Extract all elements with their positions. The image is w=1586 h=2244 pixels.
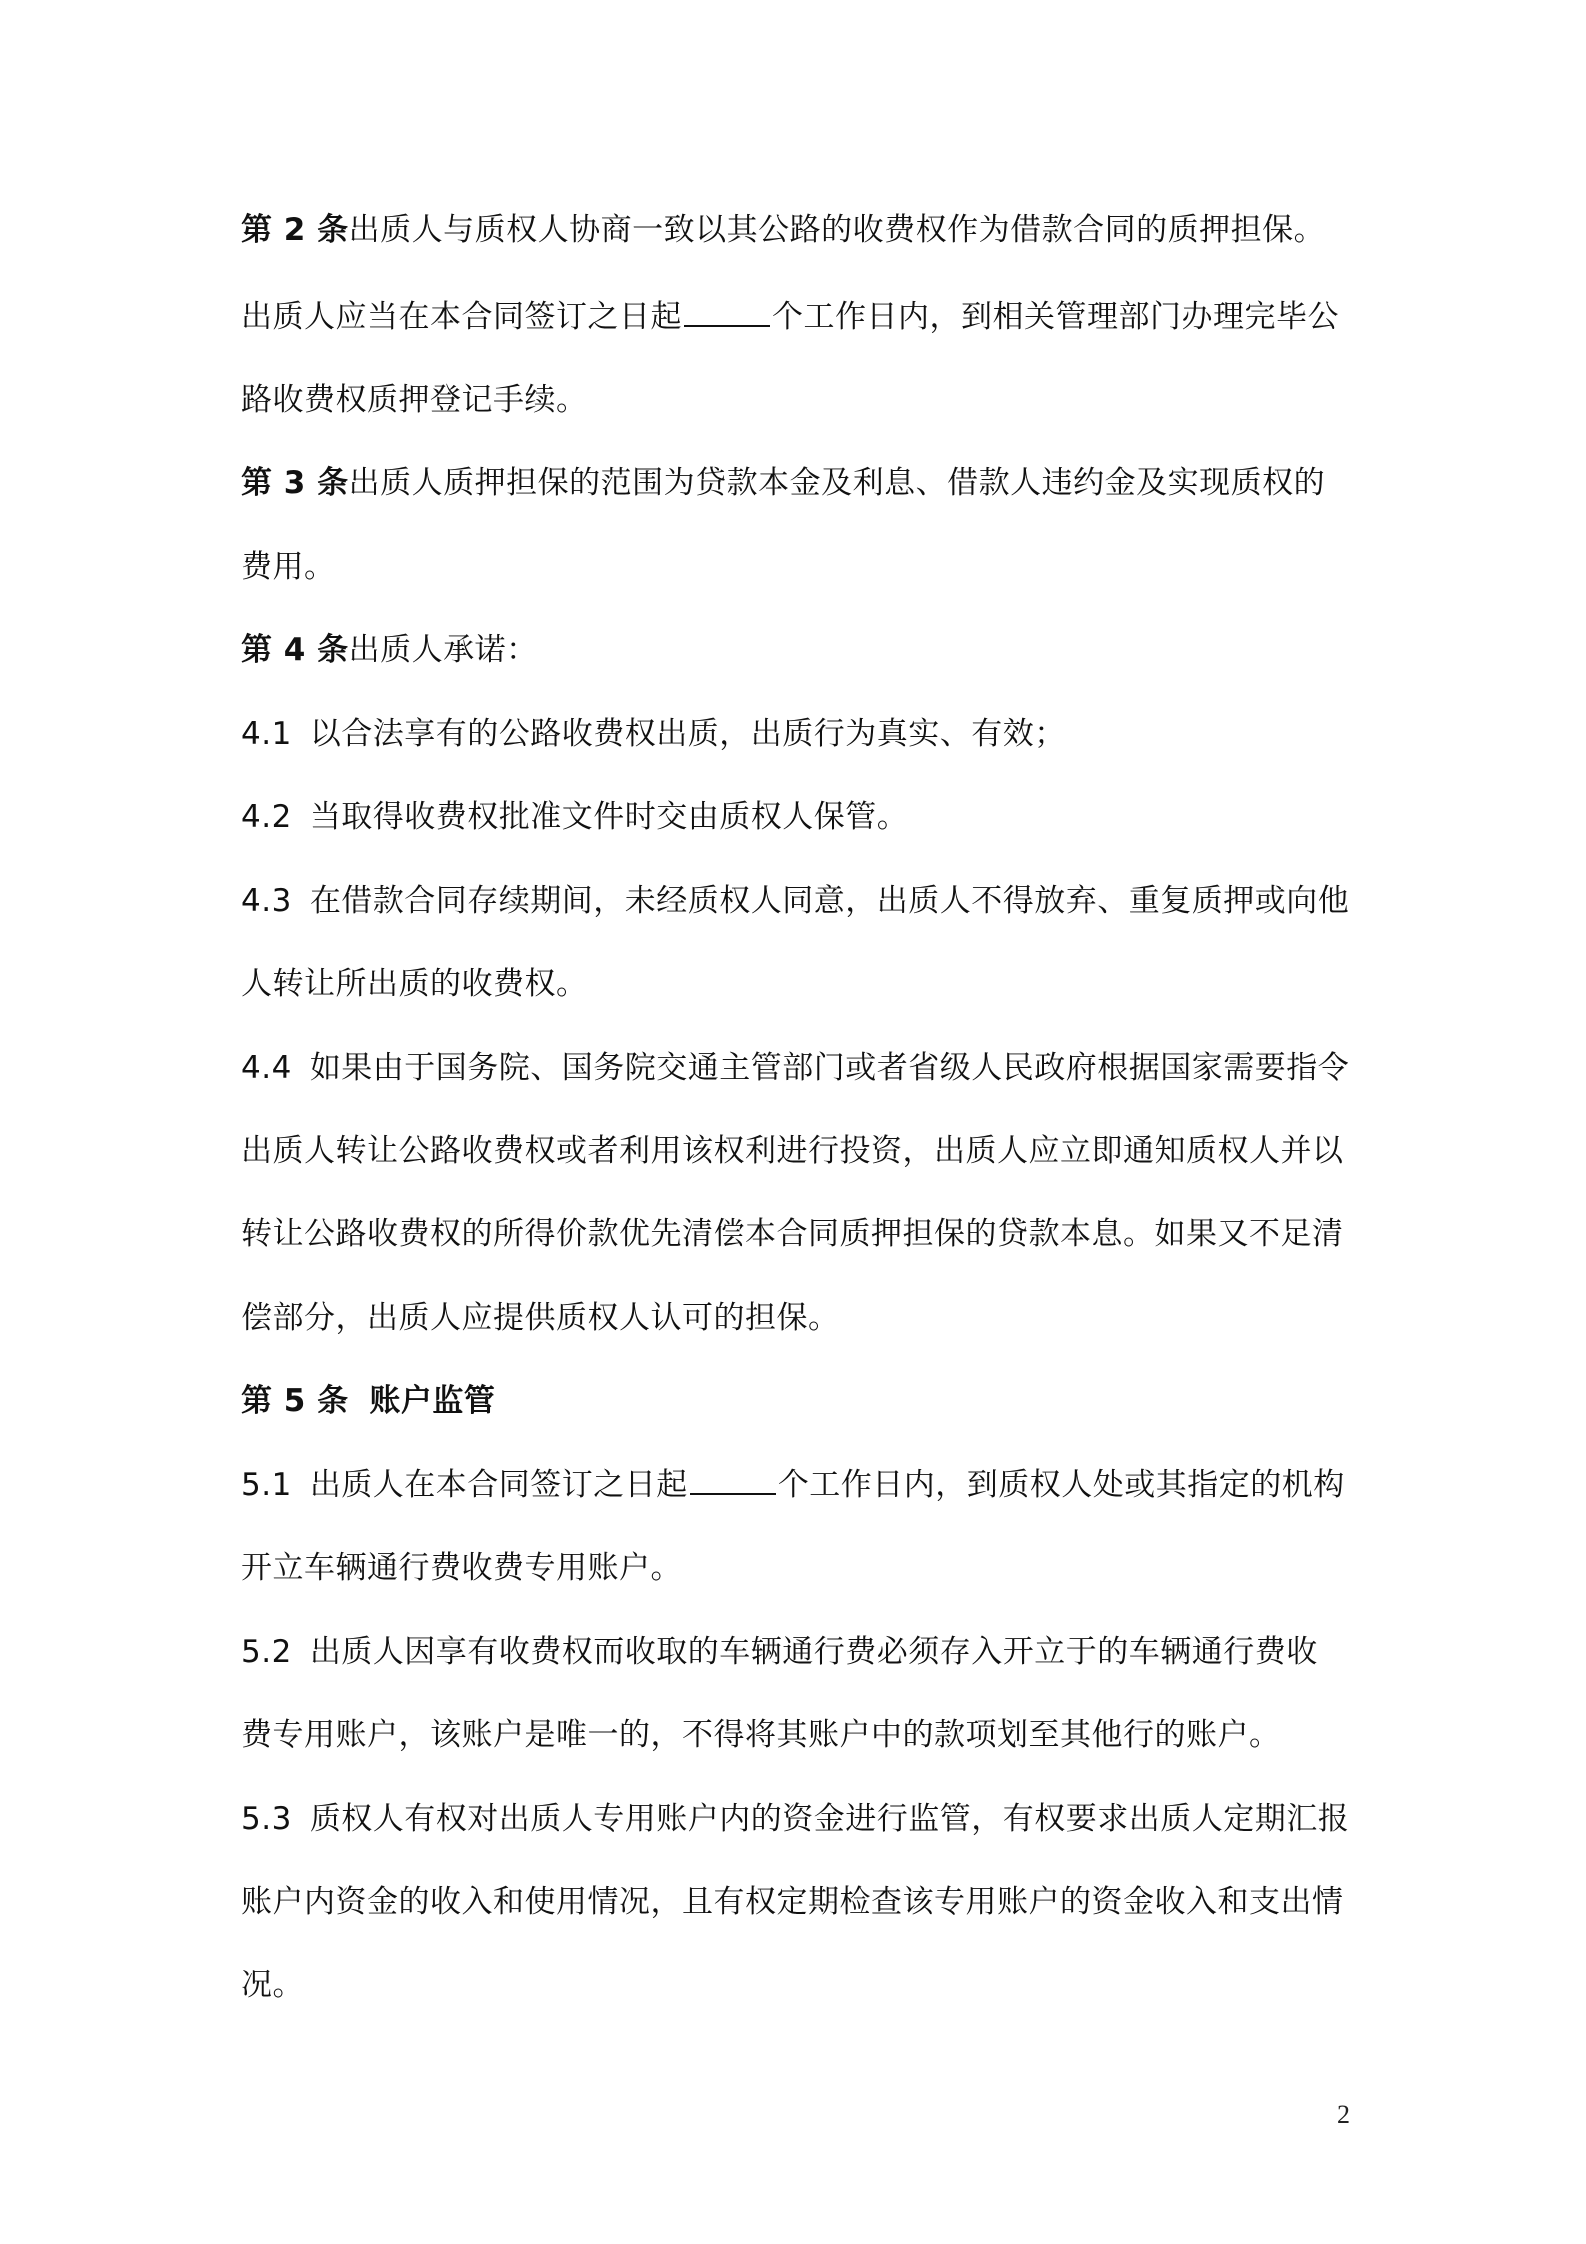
item-text: 当取得收费权批准文件时交由质权人保管。: [309, 799, 909, 835]
article-2-text-part-b: 个工作日内，到相关管理部门办理完毕公: [772, 299, 1339, 335]
item-5-3-line-3: 况。: [241, 1967, 304, 2003]
page-number: 2: [1337, 2100, 1350, 2129]
item-5-3-line-2: 账户内资金的收入和使用情况，且有权定期检查该专用账户的资金收入和支出情: [241, 1884, 1344, 1920]
item-number: 5.1: [241, 1467, 292, 1503]
item-5-2-line-1: [241, 1632, 1361, 1672]
item-number: 5.2: [241, 1634, 292, 1670]
item-number: 4.1: [241, 716, 292, 752]
article-5-line-1: [241, 1381, 1361, 1421]
item-text: 出质人因享有收费权而收取的车辆通行费必须存入开立于的车辆通行费收: [309, 1634, 1318, 1670]
item-text: 质权人有权对出质人专用账户内的资金进行监管，有权要求出质人定期汇报: [309, 1801, 1350, 1837]
article-3-text: 出质人质押担保的范围为贷款本金及利息、借款人违约金及实现质权的: [348, 465, 1326, 501]
item-4-4-line-1: [241, 1048, 1361, 1088]
item-4-4-line-2: 出质人转让公路收费权或者利用该权利进行投资，出质人应立即通知质权人并以: [241, 1133, 1344, 1169]
blank-days-field[interactable]: [684, 297, 770, 327]
article-4-text: 出质人承诺：: [348, 632, 538, 668]
item-4-4-line-3: 转让公路收费权的所得价款优先清偿本合同质押担保的贷款本息。如果又不足清: [241, 1216, 1344, 1252]
article-3-line-1: [241, 463, 1361, 503]
article-5-title: 账户监管: [369, 1383, 496, 1419]
article-3-heading: 第 3 条: [241, 465, 349, 501]
item-text: 如果由于国务院、国务院交通主管部门或者省级人民政府根据国家需要指令: [309, 1050, 1350, 1086]
item-4-3-line-2: 人转让所出质的收费权。: [241, 966, 588, 1002]
item-4-4-line-4: 偿部分，出质人应提供质权人认可的担保。: [241, 1300, 840, 1336]
item-number: 5.3: [241, 1801, 292, 1837]
article-2-heading: 第 2 条: [241, 212, 349, 248]
item-number: 4.2: [241, 799, 292, 835]
article-5-heading: 第 5 条: [241, 1383, 349, 1419]
article-3-line-2: 费用。: [241, 549, 336, 585]
article-2-line-2: [241, 297, 1361, 337]
item-number: 4.4: [241, 1050, 292, 1086]
item-5-2-line-2: 费专用账户，该账户是唯一的，不得将其账户中的款项划至其他行的账户。: [241, 1717, 1281, 1753]
item-5-1-line-1: [241, 1465, 1361, 1505]
item-5-1-line-2: 开立车辆通行费收费专用账户。: [241, 1550, 682, 1586]
item-number: 4.3: [241, 883, 292, 919]
article-4-heading: 第 4 条: [241, 632, 349, 668]
item-text-part-b: 个工作日内，到质权人处或其指定的机构: [777, 1467, 1345, 1503]
article-2-text-part-a: 出质人应当在本合同签订之日起: [241, 299, 682, 335]
item-4-2: [241, 797, 1361, 837]
article-2-line-1: [241, 210, 1361, 250]
article-4-line-1: [241, 630, 1361, 670]
item-text: 在借款合同存续期间，未经质权人同意，出质人不得放弃、重复质押或向他: [309, 883, 1350, 919]
item-text-part-a: 出质人在本合同签订之日起: [309, 1467, 688, 1503]
item-4-3-line-1: [241, 881, 1361, 921]
item-5-3-line-1: [241, 1799, 1361, 1839]
item-text: 以合法享有的公路收费权出质，出质行为真实、有效；: [309, 716, 1066, 752]
article-2-line-3: 路收费权质押登记手续。: [241, 382, 588, 418]
item-4-1: [241, 714, 1361, 754]
article-2-text: 出质人与质权人协商一致以其公路的收费权作为借款合同的质押担保。: [348, 212, 1326, 248]
blank-days-field[interactable]: [690, 1465, 776, 1495]
